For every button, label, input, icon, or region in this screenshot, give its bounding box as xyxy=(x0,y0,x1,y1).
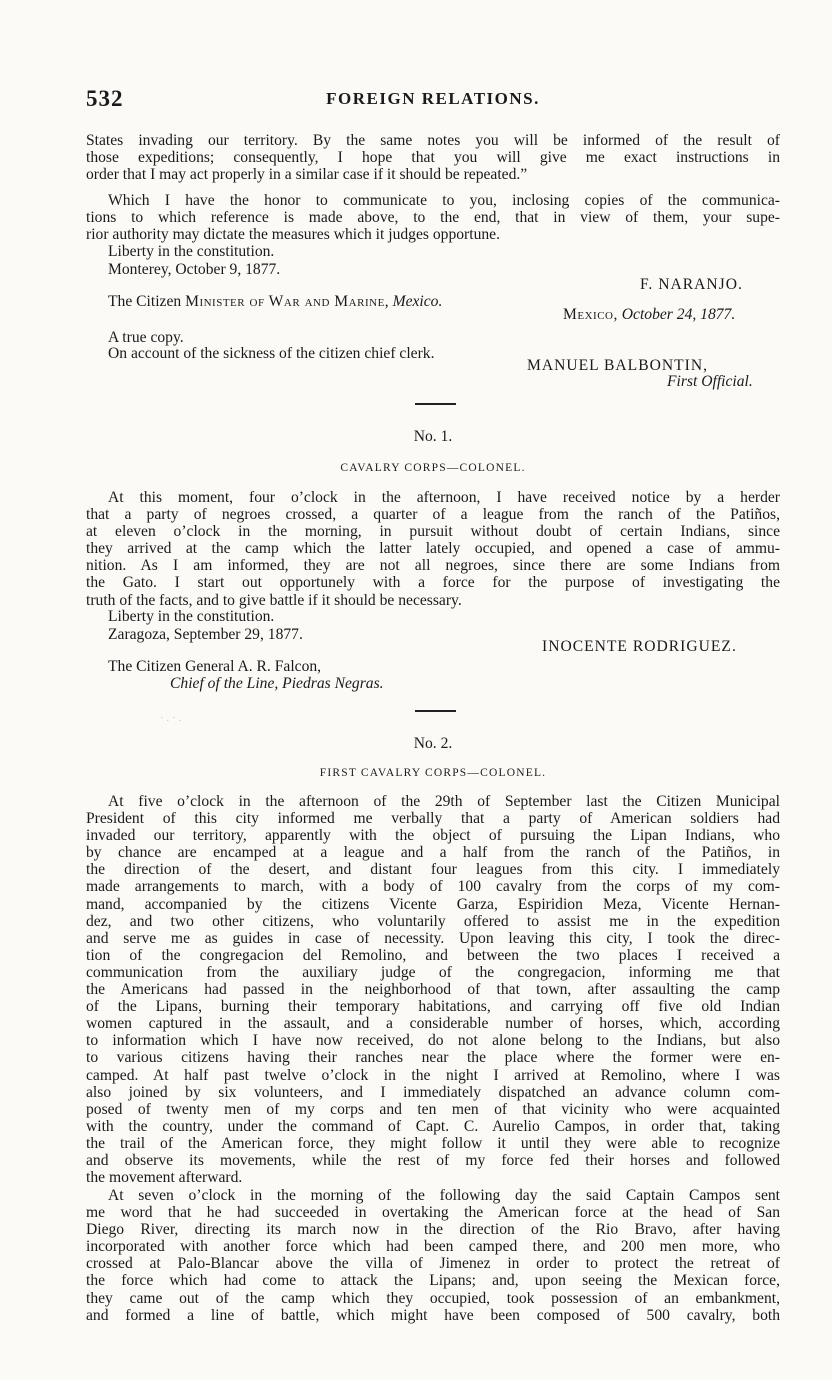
text-line: they arrived at the camp which the latter lately occupied, and opened a case of ammu- xyxy=(86,540,780,558)
signer-title-text: First Official. xyxy=(667,373,753,390)
text-line: me word that he had succeeded in overtaking the American force at the head of San xyxy=(86,1204,780,1222)
doc1-addressee-line2 xyxy=(170,675,384,692)
text-line: and formed a line of battle, which might have been composed of 500 cavalry, both xyxy=(86,1306,780,1324)
text-line: President of this city informed me verbally that a party of American soldiers had xyxy=(86,810,780,828)
doc2-paragraph-1 xyxy=(86,793,780,1186)
signature: F. NARANJO. xyxy=(640,276,743,293)
text-line: dez, and two other citizens, who voluntarily offered to assist me in the expedition xyxy=(86,912,780,930)
text-line: they came out of the camp which they occupied, took possession of an embankment, xyxy=(86,1289,780,1307)
text-line: with the country, under the command of Capt. C. Aurelio Campos, in order that, taking xyxy=(86,1117,780,1135)
doc1-addressee-line2-text: Chief of the Line, Piedras Negras. xyxy=(170,675,384,692)
account-line: On account of the sickness of the citizen chief clerk. xyxy=(108,345,435,362)
mexico-date: October 24, 1877. xyxy=(621,306,736,323)
text-line: at eleven o’clock in the morning, in pursuit without doubt of certain Indians, since xyxy=(86,523,780,541)
text-line: camped. At half past twelve o’clock in the night I arrived at Remolino, where I was xyxy=(86,1066,780,1084)
text-line: Diego River, directing its march now in the direction of the Rio Bravo, after having xyxy=(86,1221,780,1239)
text-line: also joined by six volunteers, and I immediately dispatched an advance column com- xyxy=(86,1083,780,1101)
text-line: the Gato. I start out opportunely with a force for the purpose of investigating the xyxy=(86,574,780,592)
text-line: nition. As I am informed, they are not all negroes, since there are some Indians from xyxy=(86,557,780,575)
text-line: made arrangements to march, with a body of 100 cavalry from the corps of my com- xyxy=(86,878,780,896)
mexico-date-line xyxy=(563,306,735,323)
section-divider xyxy=(415,403,456,405)
text-line: the movement afterward. xyxy=(86,1169,243,1187)
closing-line: Liberty in the constitution. xyxy=(108,243,275,260)
doc2-paragraph-2 xyxy=(86,1187,780,1324)
page-header xyxy=(86,86,780,114)
text-line: incorporated with another force which had been camped there, and 200 men more, who xyxy=(86,1238,780,1256)
doc1-subheading: CAVALRY CORPS—COLONEL. xyxy=(340,462,526,474)
text-line: mand, accompanied by the citizens Vicente Garza, Espiridion Meza, Vicente Hernan- xyxy=(86,895,780,913)
top-paragraph xyxy=(86,132,780,183)
doc1-addressee: The Citizen General A. R. Falcon, xyxy=(108,658,322,675)
text-line: Which I have the honor to communicate to you, inclosing copies of the communica- xyxy=(108,192,780,209)
doc1-closing: Liberty in the constitution. xyxy=(108,608,275,625)
text-line: the force which had come to attack the Lipans; and, upon seeing the Mexican force, xyxy=(86,1272,780,1290)
addressee-line: The Citizen Minister of War and Marine, Mexico. xyxy=(108,293,443,310)
mexico-place: Mexico, xyxy=(563,306,618,323)
signer-name: MANUEL BALBONTIN, xyxy=(527,357,709,374)
text-line: of the Lipans, burning their temporary habitations, and carrying off five old Indian xyxy=(86,998,780,1016)
text-line: truth of the facts, and to give battle if it should be necessary. xyxy=(86,591,462,609)
text-line: those expeditions; consequently, I hope that you will give me exact instructions in xyxy=(86,149,780,167)
true-copy: A true copy. xyxy=(108,329,184,346)
doc2-number: No. 2. xyxy=(413,735,453,752)
addressee-place: Mexico. xyxy=(392,293,443,310)
text-line: tion of the congregacion del Remolino, and between the two places I received a xyxy=(86,946,780,964)
addressee-title: Minister of War and Marine xyxy=(185,293,385,310)
doc1-number: No. 1. xyxy=(413,428,453,445)
doc1-paragraph xyxy=(86,489,780,609)
signer-title xyxy=(667,373,753,390)
text-line: invaded our territory, apparently with the object of pursuing the Lipan Indians, who xyxy=(86,827,780,845)
text-line: At this moment, four o’clock in the afternoon, I have received notice by a herder xyxy=(108,489,780,506)
text-line: the Americans had passed in the neighborhood of that town, after assaulting the camp xyxy=(86,981,780,999)
doc2-subheading: FIRST CAVALRY CORPS—COLONEL. xyxy=(319,767,547,779)
text-line: that a party of negroes crossed, a quarter of a league from the ranch of the Patiños, xyxy=(86,506,780,524)
text-line: posed of twenty men of my corps and ten men of that vicinity who were acquainted xyxy=(86,1100,780,1118)
text-line: At five o’clock in the afternoon of the 29th of September last the Citizen Municipal xyxy=(108,793,780,810)
text-line: by chance are encamped at a league and a half from the ranch of the Patiños, in xyxy=(86,844,780,862)
text-line: crossed at Palo-Blancar above the villa of Jimenez in order to protect the retreat of xyxy=(86,1255,780,1273)
text-line: the direction of the desert, and distant four leagues from this city. I immediately xyxy=(86,861,780,879)
doc1-place-date: Zaragoza, September 29, 1877. xyxy=(108,626,303,643)
text-line: rior authority may dictate the measures which it judges opportune. xyxy=(86,226,500,244)
text-line: tions to which reference is made above, to the end, that in view of them, your supe- xyxy=(86,209,780,227)
page-number: 532 xyxy=(86,86,124,111)
text-line: women captured in the assault, and a considerable number of horses, which, according xyxy=(86,1015,780,1033)
text-line: and serve me as guides in case of necessity. Upon leaving this city, I took the direc- xyxy=(86,929,780,947)
text-line: communication from the auxiliary judge of the congregacion, informing me that xyxy=(86,963,780,981)
text-line: States invading our territory. By the same notes you will be informed of the result of xyxy=(86,132,780,149)
addressee-prefix: The Citizen xyxy=(108,293,186,310)
doc1-signature: INOCENTE RODRIGUEZ. xyxy=(542,638,737,655)
text-line: and observe its movements, while the rest of my force fed their horses and followed xyxy=(86,1151,780,1169)
text-line: to information which I have now received, do not alone belong to the Indians, but also xyxy=(86,1032,780,1050)
which-paragraph xyxy=(86,192,780,243)
place-date: Monterey, October 9, 1877. xyxy=(108,261,281,278)
text-line: the trail of the American force, they might follow it until they were able to recognize xyxy=(86,1134,780,1152)
section-divider xyxy=(415,710,456,712)
paper-stain: · . · . xyxy=(160,712,182,724)
text-line: to various citizens having their ranches near the place where the former were en- xyxy=(86,1049,780,1067)
text-line: At seven o’clock in the morning of the following day the said Captain Campos sent xyxy=(108,1187,780,1204)
text-line: order that I may act properly in a similar case if it should be repeated.” xyxy=(86,166,528,184)
running-title: FOREIGN RELATIONS. xyxy=(326,89,540,108)
